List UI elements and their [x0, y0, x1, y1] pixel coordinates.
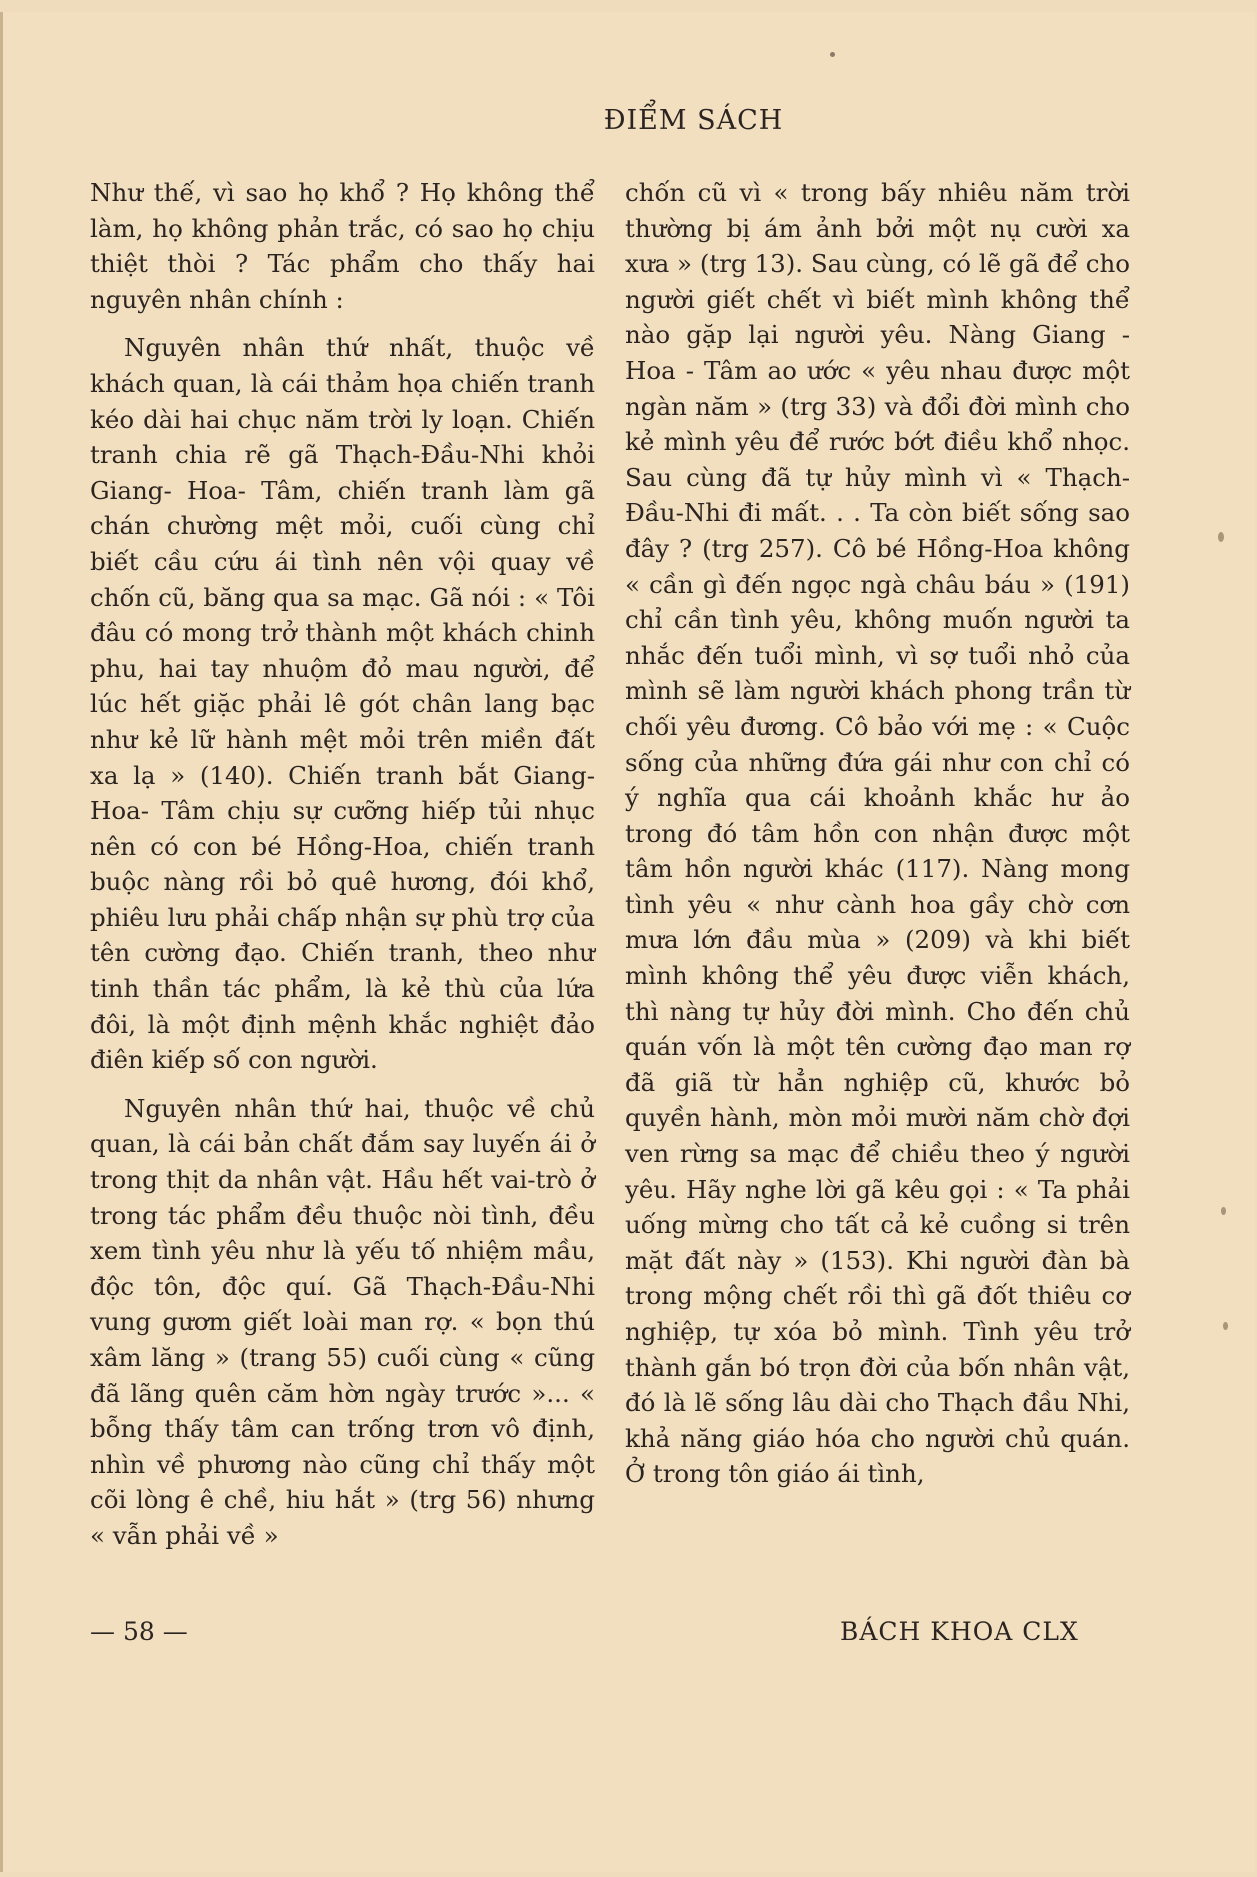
ink-speck	[1223, 1322, 1228, 1330]
paragraph: Nguyên nhân thứ nhất, thuộc về khách quan, là cái thảm họa chiến tranh kéo dài hai chục năm trời ly loạn. Chiến tranh chia rẽ gã Thạch-Đầu-Nhi khỏi Giang- Hoa- Tâm, chiến tranh làm gã chán chường mệt mỏi, cuối cùng chỉ biết cầu cứu ái tình nên vội quay về chốn cũ, băng qua sa mạc. Gã nói : « Tôi đâu có mong trở thành một khách chinh phu, hai tay nhuộm đỏ mau người, để lúc hết giặc phải lê gót chân lang bạc như kẻ lữ hành mệt mỏi trên miền đất xa lạ » (140). Chiến tranh bắt Giang-Hoa- Tâm chịu sự cưỡng hiếp tủi nhục nên có con bé Hồng-Hoa, chiến tranh buộc nàng rồi bỏ quê hương, đói khổ, phiêu lưu phải chấp nhận sự phù trợ của tên cường đạo. Chiến tranh, theo như tinh thần tác phẩm, là kẻ thù của lứa đôi, là một định mệnh khắc nghiệt đảo điên kiếp số con người.	[90, 333, 595, 1075]
paragraph: Nguyên nhân thứ hai, thuộc về chủ quan, là cái bản chất đắm say luyến ái ở trong thịt da nhân vật. Hầu hết vai-trò ở trong tác phẩm đều thuộc nòi tình, đều xem tình yêu như là yếu tố nhiệm mầu, độc tôn, độc quí. Gã Thạch-Đầu-Nhi vung gươm giết loài man rợ. « bọn thú xâm lăng » (trang 55) cuối cùng « cũng đã lãng quên căm hờn ngày trước »... « bỗng thấy tâm can trống trơn vô định, nhìn về phương nào cũng chỉ thấy một cõi lòng ê chề, hiu hắt » (trg 56) nhưng « vẫn phải về »	[90, 1093, 595, 1550]
journal-name: BÁCH KHOA CLX	[840, 1617, 1079, 1646]
ink-speck	[1221, 1207, 1226, 1215]
paragraph: Như thế, vì sao họ khổ ? Họ không thể làm, họ không phản trắc, có sao họ chịu thiệt thòi ? Tác phẩm cho thấy hai nguyên nhân chính :	[90, 178, 595, 314]
page-number: — 58 —	[90, 1617, 188, 1646]
paragraph: chốn cũ vì « trong bấy nhiêu năm trời thường bị ám ảnh bởi một nụ cười xa xưa » (trg 13). Sau cùng, có lẽ gã để cho người giết chết vì biết mình không thể nào gặp lại người yêu. Nàng Giang - Hoa - Tâm ao ước « yêu nhau được một ngàn năm » (trg 33) và đổi đời mình cho kẻ mình yêu để rước bớt điều khổ nhọc. Sau cùng đã tự hủy mình vì « Thạch-Đầu-Nhi đi mất. . . Ta còn biết sống sao đây ? (trg 257). Cô bé Hồng-Hoa không « cần gì đến ngọc ngà châu báu » (191) chỉ cần tình yêu, không muốn người ta nhắc đến tuổi mình, vì sợ tuổi nhỏ của mình sẽ làm người khách phong trần từ chối yêu đương. Cô bảo với mẹ : « Cuộc sống của những đứa gái như con chỉ có ý nghĩa qua cái khoảnh khắc hư ảo trong đó tâm hồn con nhận được một tâm hồn người khác (117). Nàng mong tình yêu « như cành hoa gầy chờ cơn mưa lớn đầu mùa » (209) và khi biết mình không thể yêu được viễn khách, thì nàng tự hủy đời mình. Cho đến chủ quán vốn là một tên cường đạo man rợ đã giã từ hẳn nghiệp cũ, khước bỏ quyền hành, mòn mỏi mười năm chờ đợi ven rừng sa mạc để chiều theo ý người yêu. Hãy nghe lời gã kêu gọi : « Ta phải uống mừng cho tất cả kẻ cuồng si trên mặt đất này » (153). Khi người đàn bà trong mộng chết rồi thì gã đốt thiêu cơ nghiệp, tự xóa bỏ mình. Tình yêu trở thành gắn bó trọn đời của bốn nhân vật, đó là lẽ sống lâu dài cho Thạch đầu Nhi, khả năng giáo hóa cho người chủ quán. Ở trong tôn giáo ái tình,	[625, 178, 1130, 1489]
right-column	[625, 175, 1130, 1492]
ink-speck	[1218, 532, 1224, 542]
section-header: ĐIỂM SÁCH	[603, 105, 784, 136]
ink-speck	[830, 52, 835, 57]
left-column	[90, 175, 595, 1554]
